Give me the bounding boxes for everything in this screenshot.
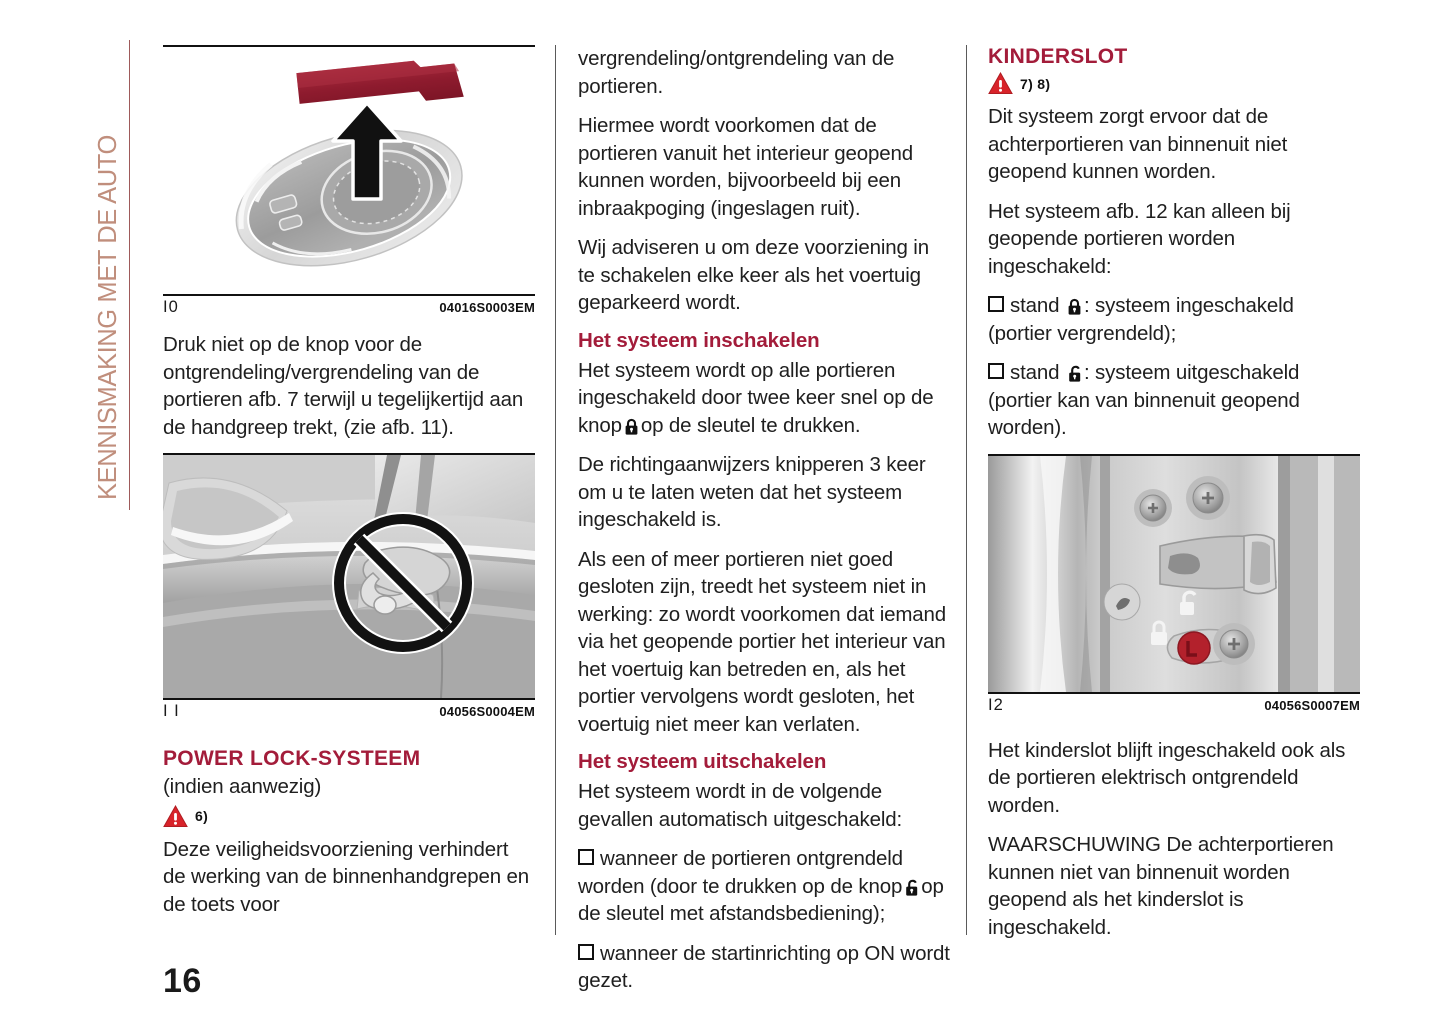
col3-bullet-1-part-b: : systeem ingeschakeld (portier vergrendeld); (988, 294, 1294, 345)
col1-paragraph-after-fig10: Druk niet op de knop voor de ontgrendeling/vergrendeling van de portieren afb. 7 terwijl u tegelijkertijd aan de handgreep trekt, (zie afb. 11). (163, 333, 524, 439)
warning-triangle-icon (163, 805, 188, 828)
col2-bullet-2 (578, 940, 950, 995)
column-middle (578, 45, 950, 1007)
figure-10-image (163, 47, 535, 294)
col2-bullet-1-part-b: op de sleutel met afstandsbediening); (578, 874, 944, 925)
screw-upper-left-icon (1134, 489, 1172, 527)
col2-paragraph-4-part-a: Het systeem wordt op alle portieren ingeschakeld door twee keer snel op de knop (578, 358, 934, 437)
col2-paragraph-2: Hiermee wordt voorkomen dat de portieren vanuit het interieur geopend kunnen worden, bijvoorbeeld bij een inbraakpoging (ingeslagen ruit). (578, 114, 914, 220)
col3-bullet-1 (988, 292, 1360, 347)
figure-12-caption (988, 694, 1360, 715)
warning-note-col3 (988, 72, 1360, 95)
col3-paragraph-2: Het systeem afb. 12 kan alleen bij geopende portieren worden ingeschakeld: (988, 199, 1291, 278)
heading-system-enable: Het systeem inschakelen (578, 328, 820, 352)
col1-last-paragraph: Deze veiligheidsvoorziening verhindert de werking van de binnenhandgrepen en de toets voor (163, 837, 530, 916)
figure-11-number: I I (163, 702, 180, 720)
warning-note-refs-col3: 7) 8) (1020, 75, 1051, 92)
figure-11-image (163, 455, 535, 698)
col2-paragraph-4-part-b: op de sleutel te drukken. (640, 413, 861, 437)
square-bullet-icon (578, 849, 594, 865)
page-number: 16 (163, 962, 202, 1000)
power-lock-section-title: POWER LOCK-SYSTEEM (163, 747, 421, 770)
door-latch-icon (1160, 534, 1276, 593)
warning-triangle-icon (988, 72, 1013, 95)
col2-bullet-2-text: wanneer de startinrichting op ON wordt gezet. (578, 941, 950, 992)
col3-bullet-2-part-a: stand (1010, 361, 1060, 384)
col3-paragraph-4: WAARSCHUWING De achterportieren kunnen niet van binnenuit worden geopend als het kinderslot is ingeschakeld. (988, 833, 1334, 939)
lock-open-icon (904, 879, 919, 896)
col2-paragraph-4 (578, 357, 950, 440)
warning-note-refs-col1: 6) (195, 808, 209, 824)
figure-11-caption (163, 700, 535, 721)
key-fob-illustration (163, 47, 535, 294)
column-left (163, 45, 535, 930)
door-handle-prohibition-illustration (163, 455, 535, 698)
square-bullet-icon (988, 363, 1004, 379)
figure-10-number: I0 (163, 298, 179, 316)
column-divider-1 (555, 45, 556, 935)
figure-12-code: 04056S0007EM (1264, 697, 1360, 713)
lock-closed-icon (1067, 298, 1082, 315)
warning-note-col1 (163, 805, 535, 828)
door-jamb-child-lock-illustration (988, 456, 1360, 692)
figure-10 (163, 45, 535, 317)
col2-paragraph-7: Het systeem wordt in de volgende gevallen automatisch uitgeschakeld: (578, 780, 903, 831)
figure-11 (163, 453, 535, 721)
figure-10-code: 04016S0003EM (439, 300, 535, 315)
col3-bullet-2-part-b: : systeem uitgeschakeld (portier kan van binnenuit geopend worden). (988, 361, 1300, 439)
chapter-tab (78, 40, 138, 510)
chapter-tab-label: KENNISMAKING MET DE AUTO (94, 135, 122, 500)
col2-paragraph-5: De richtingaanwijzers knipperen 3 keer om u te laten weten dat het systeem ingeschakeld is. (578, 453, 926, 531)
col3-bullet-2 (988, 359, 1360, 442)
figure-12-image (988, 456, 1360, 692)
col2-bullet-1-part-a: wanneer de portieren ontgrendeld worden (door te drukken op de knop (578, 847, 903, 898)
col2-paragraph-6: Als een of meer portieren niet goed gesloten zijn, treedt het systeem niet in werking: zo wordt voorkomen dat iemand via het geopende portier het interieur van het voertuig kan betreden en, als het portier vervolgens wordt gesloten, het voertuig niet meer kan verlaten. (578, 547, 947, 736)
figure-11-code: 04056S0004EM (439, 704, 535, 719)
child-lock-section-title: KINDERSLOT (988, 45, 1128, 68)
column-right (988, 45, 1360, 953)
chapter-tab-rule (129, 40, 130, 510)
col3-paragraph-1: Dit systeem zorgt ervoor dat de achterportieren van binnenuit niet geopend kunnen worden. (988, 105, 1288, 183)
col2-bullet-1 (578, 845, 950, 928)
screw-upper-right-icon (1186, 476, 1230, 520)
figure-12 (988, 454, 1360, 715)
column-divider-2 (966, 45, 967, 935)
col3-paragraph-3: Het kinderslot blijft ingeschakeld ook als de portieren elektrisch ontgrendeld worden. (988, 738, 1346, 817)
lock-closed-icon (624, 418, 639, 435)
col2-paragraph-1: vergrendeling/ontgrendeling van de portieren. (578, 47, 895, 98)
lock-open-icon (1067, 365, 1082, 382)
screw-lower-icon (1213, 623, 1255, 665)
power-lock-subtitle: (indien aanwezig) (163, 775, 322, 798)
heading-system-disable: Het systeem uitschakelen (578, 750, 827, 773)
pin-left-icon (1104, 584, 1140, 620)
figure-10-caption (163, 296, 535, 317)
square-bullet-icon (988, 296, 1004, 312)
col3-bullet-1-part-a: stand (1010, 294, 1060, 317)
figure-12-number: I2 (988, 695, 1004, 714)
square-bullet-icon (578, 944, 594, 960)
col2-paragraph-3: Wij adviseren u om deze voorziening in te schakelen elke keer als het voertuig geparkeerd wordt. (578, 236, 929, 314)
